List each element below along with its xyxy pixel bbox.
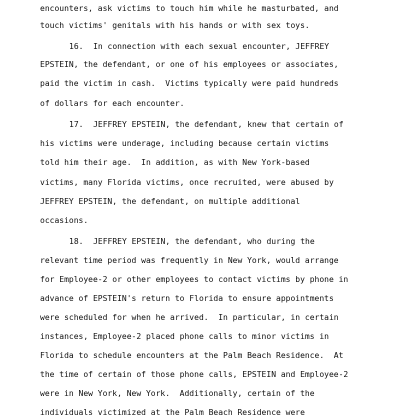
text-line: encounters, ask victims to touch him while he masturbated, and bbox=[40, 4, 339, 13]
text-line: JEFFREY EPSTEIN, the defendant, on multiple additional bbox=[40, 197, 301, 206]
paragraph-18-start: 18. JEFFREY EPSTEIN, the defendant, who during the bbox=[69, 237, 315, 246]
paragraph-17-start: 17. JEFFREY EPSTEIN, the defendant, knew that certain of bbox=[69, 120, 344, 129]
text-line: individuals victimized at the Palm Beach Residence were bbox=[40, 408, 305, 417]
text-line: of dollars for each encounter. bbox=[40, 99, 185, 108]
text-line: were in New York, New York. Additionally, certain of the bbox=[40, 389, 315, 398]
text-line: EPSTEIN, the defendant, or one of his employees or associates, bbox=[40, 60, 339, 69]
text-line: instances, Employee-2 placed phone calls to minor victims in bbox=[40, 332, 329, 341]
text-line: told him their age. In addition, as with New York-based bbox=[40, 158, 310, 167]
text-line: relevant time period was frequently in New York, would arrange bbox=[40, 256, 339, 265]
text-line: the time of certain of those phone calls, EPSTEIN and Employee-2 bbox=[40, 370, 349, 379]
text-line: for Employee-2 or other employees to contact victims by phone in bbox=[40, 275, 349, 284]
text-line: victims, many Florida victims, once recruited, were abused by bbox=[40, 178, 334, 187]
paragraph-16-start: 16. In connection with each sexual encounter, JEFFREY bbox=[69, 42, 330, 51]
text-line: Florida to schedule encounters at the Palm Beach Residence. At bbox=[40, 351, 344, 360]
text-line: touch victims' genitals with his hands or with sex toys. bbox=[40, 21, 310, 30]
text-line: occasions. bbox=[40, 216, 89, 225]
text-line: were scheduled for when he arrived. In particular, in certain bbox=[40, 313, 339, 322]
text-line: advance of EPSTEIN's return to Florida to ensure appointments bbox=[40, 294, 334, 303]
text-line: his victims were underage, including because certain victims bbox=[40, 139, 329, 148]
text-line: paid the victim in cash. Victims typically were paid hundreds bbox=[40, 79, 339, 88]
